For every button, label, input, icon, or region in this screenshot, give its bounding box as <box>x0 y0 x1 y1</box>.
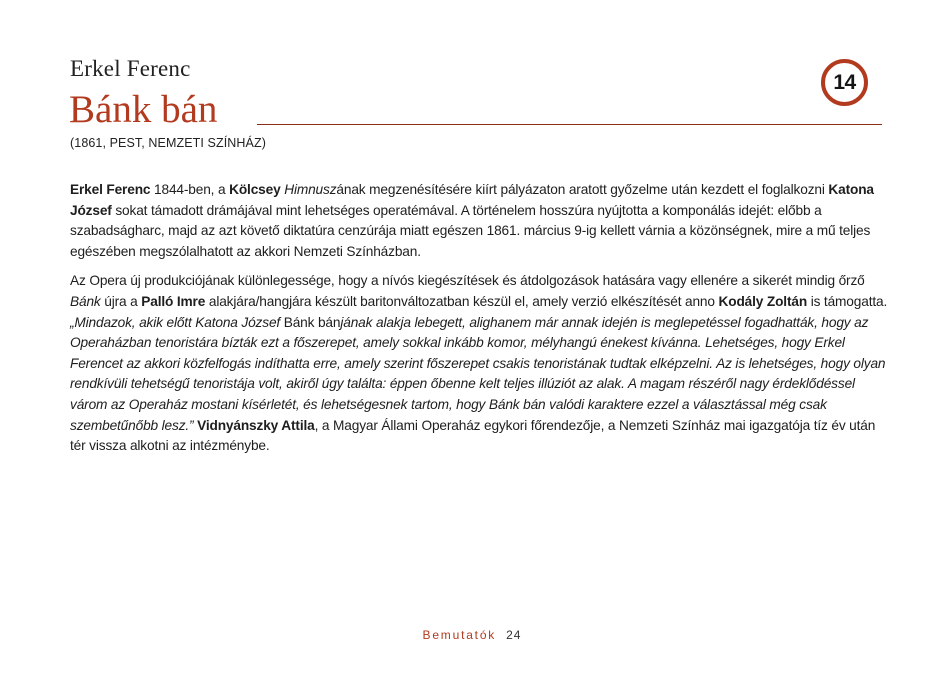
body-text-run: is támogatta. <box>807 293 888 309</box>
body-text-run: alakjára/hangjára készült baritonváltozatban készül el, amely verzió elkészítését anno <box>205 293 719 309</box>
page-number: 24 <box>506 628 522 642</box>
footer-section: Bemutatók <box>422 628 497 642</box>
subtitle: (1861, PEST, NEMZETI SZÍNHÁZ) <box>70 136 266 150</box>
bold-text: Katona József <box>70 182 874 218</box>
footer <box>0 628 944 642</box>
body-text-run: Bánk bán <box>283 314 341 330</box>
badge-number: 14 <box>833 71 856 94</box>
body-text-run: Az Opera új produkciójának különlegessége, hogy a nívós kiegészítések és átdolgozások hatására vagy ellenére a sikerét mindig őrző <box>70 273 865 289</box>
title-rule <box>257 124 882 125</box>
article-body <box>70 180 890 466</box>
paragraph-1 <box>70 180 890 262</box>
bold-text: Erkel Ferenc <box>70 182 151 197</box>
italic-text: Himnusz <box>284 182 337 197</box>
bold-text: Palló Imre <box>141 293 206 309</box>
bold-text: Kölcsey <box>229 182 281 197</box>
italic-text: Bánk <box>70 293 101 309</box>
paragraph-2 <box>70 271 890 456</box>
body-text-run: ának megzenésítésére kiírt pályázaton aratott győzelme után kezdett el foglalkozni <box>336 182 829 197</box>
bold-text: Vidnyánszky Attila <box>197 417 315 433</box>
bold-text: Kodály Zoltán <box>718 293 808 309</box>
body-text-run: 1844-ben, a <box>150 182 230 197</box>
body-text-run: , a Magyar Állami Operaház egykori főrendezője, a Nemzeti Színház mai igazgatója tíz év után tér vissza alkotni az intézménybe. <box>70 417 876 454</box>
italic-text: jának alakja lebegett, alighanem már annak idején is meglepetéssel fogadhatták, hogy az Operaházban tenoristára bízták ezt a főszerepet, amely sokkal inkább komor, mélyhangú énekest kívánna. Lehetséges, hogy Erkel Ferencet az akkori közfelfogás indíthatta erre, amely szerint főszerepet csakis tenoristának tudtak elképzelni. Az is lehetséges, hogy olyan rendkívüli tehetségű tenoristája volt, akiről úgy találta: éppen őbenne kelt teljes illúziót az alak. A magam részéről nagy érdeklődéssel várom az Operaház mostani kísérletét, és lehetségesnek tartom, hogy Bánk bán valódi karaktere ezzel a választással még csak szembetűnőbb lesz.” <box>70 314 886 433</box>
number-badge <box>821 59 868 106</box>
body-text-run: sokat támadott drámájával mint lehetséges operatémával. A történelem hosszúra nyújtotta a komponálás idejét: előbb a szabadságharc, majd az azt követő diktatúra cenzúrája miatt egészen 1861. március 9-ig kellett várnia a közönségnek, mire a mű teljes egészében megszólalhatott az akkori Nemzeti Színházban. <box>70 202 871 259</box>
italic-text: „Mindazok, akik előtt Katona József <box>70 314 284 330</box>
page-title: Bánk bán <box>69 88 218 131</box>
composer-name: Erkel Ferenc <box>70 56 191 81</box>
body-text-run: újra a <box>100 293 142 309</box>
